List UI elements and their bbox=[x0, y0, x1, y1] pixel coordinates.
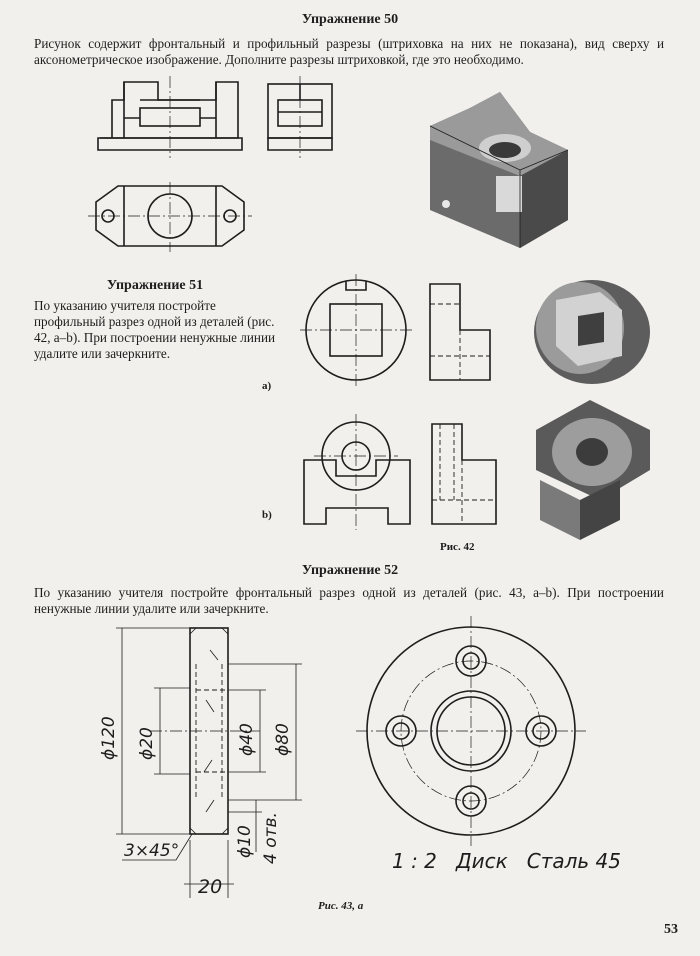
exercise-51-title: Упражнение 51 bbox=[106, 278, 204, 293]
dim-d80: ϕ80 bbox=[273, 723, 293, 756]
exercise-52-text: По указанию учителя постройте фронтальный разрез одной из деталей (рис. 43, а–b). При построении ненужные линии удалите или зачеркните. bbox=[34, 585, 664, 616]
ex50-top-view bbox=[88, 182, 252, 252]
exercise-50-title: Упражнение 50 bbox=[301, 12, 399, 27]
fig-42-label-a: a) bbox=[262, 380, 272, 392]
exercise-50-text: Рисунок содержит фронтальный и профильный разрезы (штриховка на них не показана), вид сверху и аксонометрическое изображение. Дополните разрезы штриховкой, где это необходимо. bbox=[34, 36, 664, 67]
fig-43-title-block: 1 : 2 Диск Сталь 45 bbox=[392, 849, 621, 873]
dim-thickness: 20 bbox=[198, 876, 223, 898]
ex50-profile-section bbox=[268, 76, 332, 158]
fig-42-caption: Рис. 42 bbox=[440, 541, 475, 553]
dim-d20: ϕ20 bbox=[137, 727, 157, 760]
ex50-axonometric-view bbox=[430, 92, 568, 248]
dim-chamfer: 3×45° bbox=[124, 841, 180, 861]
fig-42a-axonometric bbox=[534, 280, 650, 384]
dim-holes: 4 отв. bbox=[261, 812, 281, 864]
dim-d40: ϕ40 bbox=[237, 723, 257, 756]
page-number: 53 bbox=[664, 922, 678, 937]
fig-42a-side-view bbox=[430, 284, 490, 380]
fig-42-label-b: b) bbox=[262, 509, 272, 521]
fig-42b-axonometric bbox=[536, 400, 650, 540]
fig-42a-front-view bbox=[300, 274, 412, 386]
dim-d10: ϕ10 bbox=[235, 825, 255, 858]
exercise-52-title: Упражнение 52 bbox=[301, 563, 399, 578]
ex50-front-section bbox=[98, 76, 242, 158]
fig-42b-side-view bbox=[432, 424, 496, 524]
fig-43-caption: Рис. 43, а bbox=[318, 900, 364, 912]
fig-42b-front-view bbox=[304, 414, 410, 530]
fig-43a-front-view bbox=[356, 616, 586, 846]
dim-d120: ϕ120 bbox=[99, 716, 119, 760]
exercise-51-text: По указанию учителя постройте профильный разрез одной из деталей (рис. 42, а–b). При построении ненужные линии удалите или зачеркните. bbox=[34, 298, 276, 361]
